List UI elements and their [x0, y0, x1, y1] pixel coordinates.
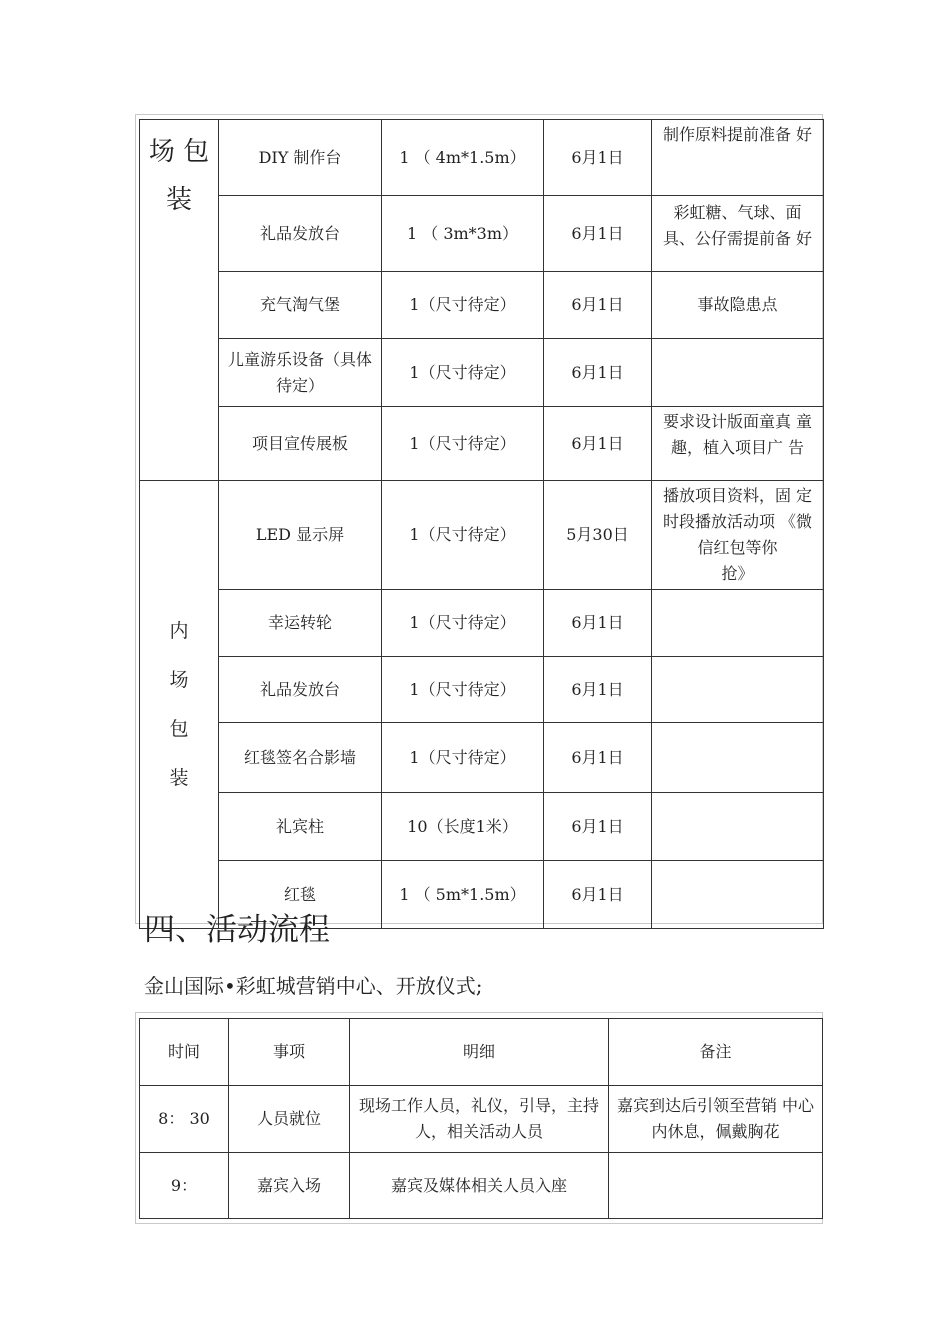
table-row [140, 1153, 823, 1219]
date-cell: 6月1日 [544, 196, 652, 272]
table-row [140, 723, 824, 793]
section-label: 内 场 包 装 [140, 481, 219, 929]
item-cell: 充气淘气堡 [219, 272, 382, 339]
header-detail: 明细 [350, 1019, 609, 1086]
table-row [140, 1086, 823, 1153]
qty-cell: 1 （ 5m*1.5m） [382, 861, 544, 929]
qty-cell: 10（长度1米） [382, 793, 544, 861]
header-item: 事项 [229, 1019, 350, 1086]
time-cell: 9： [140, 1153, 229, 1219]
item-cell: 红毯签名合影墙 [219, 723, 382, 793]
date-cell: 6月1日 [544, 339, 652, 407]
table-row [140, 339, 824, 407]
note-cell: 事故隐患点 [652, 272, 824, 339]
note-cell [652, 793, 824, 861]
table-row [140, 407, 824, 481]
date-cell: 6月1日 [544, 793, 652, 861]
qty-cell: 1（尺寸待定） [382, 407, 544, 481]
date-cell: 6月1日 [544, 861, 652, 929]
note-cell: 嘉宾到达后引领至营销 中心内休息，佩戴胸花 [609, 1086, 823, 1153]
item-cell: 项目宣传展板 [219, 407, 382, 481]
table-row [140, 120, 824, 196]
header-time: 时间 [140, 1019, 229, 1086]
date-cell: 6月1日 [544, 723, 652, 793]
qty-cell: 1（尺寸待定） [382, 339, 544, 407]
qty-cell: 1（尺寸待定） [382, 481, 544, 590]
note-cell: 制作原料提前准备 好 [652, 120, 824, 196]
item-cell: 礼品发放台 [219, 196, 382, 272]
table-row [140, 657, 824, 723]
qty-cell: 1（尺寸待定） [382, 723, 544, 793]
note-cell: 彩虹糖、气球、面 具、公仔需提前备 好 [652, 196, 824, 272]
table-row [140, 272, 824, 339]
date-cell: 6月1日 [544, 407, 652, 481]
item-cell: 红毯 [219, 861, 382, 929]
table-row [140, 793, 824, 861]
section-heading: 四、活动流程 [144, 912, 330, 948]
qty-cell: 1（尺寸待定） [382, 272, 544, 339]
note-cell: 要求设计版面童真 童趣，植入项目广 告 [652, 407, 824, 481]
date-cell: 6月1日 [544, 590, 652, 657]
item-cell: 幸运转轮 [219, 590, 382, 657]
note-cell [609, 1153, 823, 1219]
qty-cell: 1（尺寸待定） [382, 590, 544, 657]
item-cell: 儿童游乐设备（具体待定） [219, 339, 382, 407]
item-cell: 礼品发放台 [219, 657, 382, 723]
date-cell: 6月1日 [544, 657, 652, 723]
item-cell: 人员就位 [229, 1086, 350, 1153]
date-cell: 6月1日 [544, 272, 652, 339]
schedule-table [139, 1018, 823, 1219]
note-cell [652, 861, 824, 929]
item-cell: DIY 制作台 [219, 120, 382, 196]
note-cell [652, 723, 824, 793]
note-cell [652, 590, 824, 657]
note-cell: 播放项目资料，固 定时段播放活动项 《微信红包等你 抢》 [652, 481, 824, 590]
item-cell: LED 显示屏 [219, 481, 382, 590]
note-cell [652, 657, 824, 723]
materials-table [139, 119, 824, 929]
subtitle-text: 金山国际•彩虹城营销中心、开放仪式; [144, 974, 483, 998]
note-cell [652, 339, 824, 407]
section-label: 场 包 装 [140, 120, 219, 481]
qty-cell: 1 （ 4m*1.5m） [382, 120, 544, 196]
time-cell: 8： 30 [140, 1086, 229, 1153]
detail-cell: 嘉宾及媒体相关人员入座 [350, 1153, 609, 1219]
qty-cell: 1 （ 3m*3m） [382, 196, 544, 272]
table-row [140, 481, 824, 590]
item-cell: 礼宾柱 [219, 793, 382, 861]
item-cell: 嘉宾入场 [229, 1153, 350, 1219]
table-header-row [140, 1019, 823, 1086]
qty-cell: 1（尺寸待定） [382, 657, 544, 723]
date-cell: 5月30日 [544, 481, 652, 590]
table-row [140, 196, 824, 272]
date-cell: 6月1日 [544, 120, 652, 196]
table-row [140, 590, 824, 657]
detail-cell: 现场工作人员，礼仪，引导，主持人，相关活动人员 [350, 1086, 609, 1153]
header-note: 备注 [609, 1019, 823, 1086]
